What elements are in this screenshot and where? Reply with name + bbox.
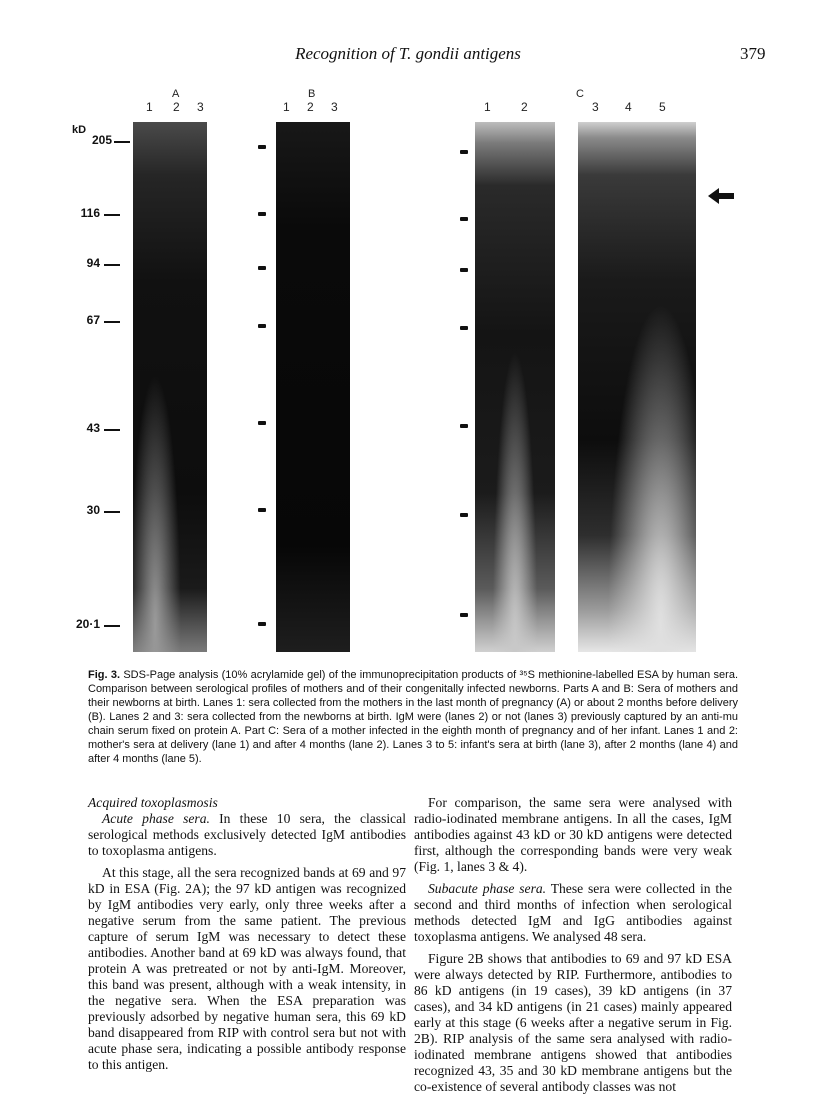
right-paragraph-3: Figure 2B shows that antibodies to 69 and 97 kD ESA were always detected by RIP. Furthermore, antibodies to 86 kD antigens (in 19 cases), 39 kD antigens (in 37 cases), and 34 kD antigens (in 21 cases) mainly appeared early at this stage (6 weeks after a negative serum in Fig. 2B). RIP analysis of the same sera analysed with radio-iodinated membrane antigens showed that antibodies recognized 43, 35 and 30 kD membrane antigens but the co-existence of several antibody classes was not	[414, 951, 732, 1094]
lane-c-5: 5	[659, 100, 666, 114]
marker-b-205	[258, 145, 266, 149]
marker-b-30	[258, 508, 266, 512]
left-paragraph-2: At this stage, all the sera recognized bands at 69 and 97 kD in ESA (Fig. 2A); the 97 kD antigen was recognized by IgM antibodies very early, only three weeks after a negative serum from the same patient. The previous capture of serum IgM was necessary to detect these antibodies. Another band at 69 kD was always found, that protein A was pretreated or not by anti-IgM. Moreover, this band was present, although with a weak intensity, in the negative sera. When the ESA preparation was previously adsorbed by negative human sera, this 69 kD band disappeared from RIP with control sera but not with acute phase sera, indicating a possible antibody response to this antigen.	[88, 865, 406, 1072]
lane-c-3: 3	[592, 100, 599, 114]
marker-b-20	[258, 622, 266, 626]
marker-c-43	[460, 424, 468, 428]
mw-tick-30	[104, 511, 120, 513]
mw-label-116: 116	[80, 206, 100, 220]
subacute-phase-text: These sera were collected in the second and third months of infection when serological methods detected IgM and IgG antibodies against toxoplasma antigens. We analysed 48 sera.	[414, 881, 732, 944]
mw-tick-94	[104, 264, 120, 266]
mw-tick-43	[104, 429, 120, 431]
lane-b-3: 3	[331, 100, 338, 114]
marker-c-205	[460, 150, 468, 154]
running-title-text: Recognition of T. gondii antigens	[295, 44, 521, 63]
gel-panel-c-right	[578, 122, 696, 652]
left-column	[88, 795, 406, 1073]
acute-phase-lead: Acute phase sera.	[102, 811, 210, 826]
panel-label-b: B	[308, 88, 316, 100]
right-column	[414, 795, 732, 1095]
caption-label: Fig. 3.	[88, 669, 121, 681]
marker-c-30	[460, 513, 468, 517]
lane-a-3: 3	[197, 100, 204, 114]
subacute-phase-lead: Subacute phase sera.	[428, 881, 547, 896]
figure-caption	[88, 668, 738, 766]
marker-c-94	[460, 268, 468, 272]
gel-panel-c-left	[475, 122, 555, 652]
lane-c-1: 1	[484, 100, 491, 114]
panel-label-a: A	[172, 88, 180, 100]
mw-label-67: 67	[86, 313, 100, 327]
marker-b-67	[258, 324, 266, 328]
right-paragraph-1: For comparison, the same sera were analysed with radio-iodinated membrane antigens. In all the cases, IgM antibodies against 43 kD or 30 kD antigens were detected first, although the corresponding bands were very weak (Fig. 1, lanes 3 & 4).	[414, 795, 732, 874]
gel-panel-a	[133, 122, 207, 652]
marker-b-43	[258, 421, 266, 425]
acute-phase-text: In these 10 sera, the classical serological methods exclusively detected IgM antibodies to toxoplasma antigens.	[88, 811, 406, 858]
mw-label-205: 205	[91, 133, 112, 147]
mw-tick-20-1	[104, 625, 120, 627]
arrow-left-icon	[708, 186, 734, 206]
lane-c-4: 4	[625, 100, 632, 114]
mw-tick-67	[104, 321, 120, 323]
lane-c-2: 2	[521, 100, 528, 114]
lane-b-2: 2	[307, 100, 314, 114]
gel-panel-b	[276, 122, 350, 652]
lane-a-2: 2	[173, 100, 180, 114]
marker-c-116	[460, 217, 468, 221]
mw-label-30: 30	[86, 503, 100, 517]
marker-b-94	[258, 266, 266, 270]
lane-a-1: 1	[146, 100, 153, 114]
lane-b-1: 1	[283, 100, 290, 114]
caption-text: SDS-Page analysis (10% acrylamide gel) of the immunoprecipitation products of ³⁵S methionine-labelled ESA by human sera. Comparison between serological profiles of mothers and of their congenitally infected newborns. Parts A and B: Sera of mothers and their newborns at birth. Lanes 1: sera collected from the mothers in the last month of pregnancy (A) or about 2 months before delivery (B). Lanes 2 and 3: sera collected from the newborns at birth. IgM were (lanes 2) or not (lanes 3) previously captured by an anti-mu chain serum fixed on protein A. Part C: Sera of a mother infected in the eighth month of pregnancy and of her infant. Lanes 1 and 2: mother's sera at delivery (lane 1) and after 4 months (lane 2). Lanes 3 to 5: infant's sera at birth (lane 3), after 2 months (lane 4) and after 4 months (lane 5).	[88, 669, 739, 765]
section-heading: Acquired toxoplasmosis	[88, 795, 218, 810]
panel-label-c: C	[576, 88, 584, 100]
mw-tick-205	[114, 141, 130, 143]
marker-c-67	[460, 326, 468, 330]
page-number: 379	[740, 44, 766, 63]
mw-label-43: 43	[86, 421, 100, 435]
mw-tick-116	[104, 214, 120, 216]
marker-c-20	[460, 613, 468, 617]
marker-b-116	[258, 212, 266, 216]
mw-label-20-1: 20·1	[75, 617, 100, 631]
mw-label-94: 94	[86, 256, 100, 270]
mw-unit: kD	[72, 124, 87, 136]
